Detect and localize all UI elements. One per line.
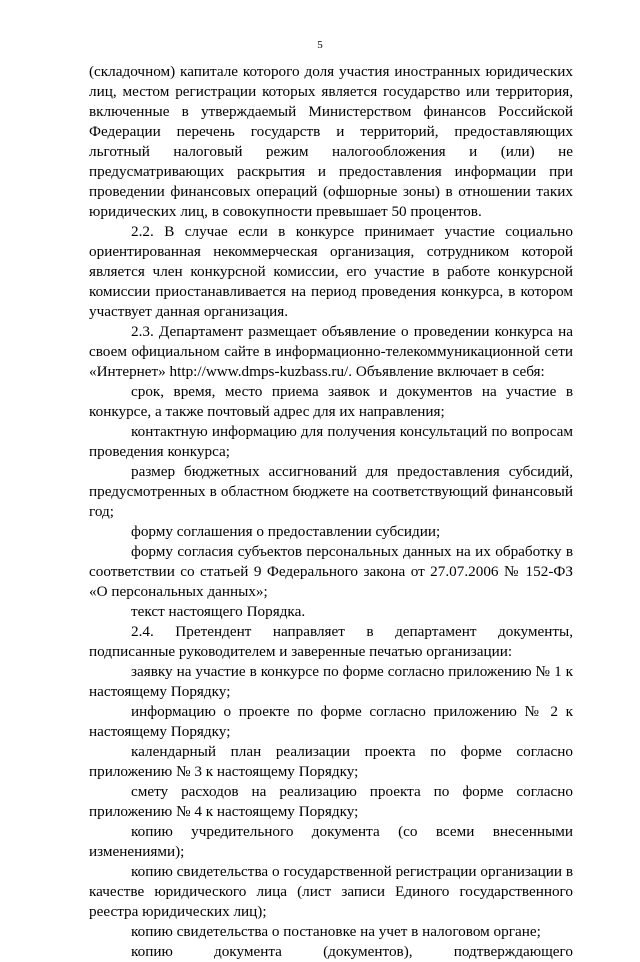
list-item-procedure-text: текст настоящего Порядка.	[131, 603, 306, 620]
paragraph-2-3: 2.3. Департамент размещает объявление о проведении конкурса на своем официальном сайте в информационно-телекоммуникационной сети «Интернет» http://www.dmps-kuzbass.ru/. Объявление включает в себя:	[89, 323, 573, 380]
list-item-charter-copy: копию учредительного документа (со всеми внесенными изменениями);	[89, 823, 573, 860]
paragraph-2-2: 2.2. В случае если в конкурсе принимает участие социально ориентированная некоммерческая организация, сотрудником которой является член конкурсной комиссии, его участие в работе конкурсной комиссии приостанавливается на период проведения конкурса, в котором участвует данная организация.	[89, 223, 573, 320]
paragraph-2-4: 2.4. Претендент направляет в департамент документы, подписанные руководителем и заверенные печатью организации:	[89, 623, 573, 660]
list-item-deadline: срок, время, место приема заявок и документов на участие в конкурсе, а также почтовый адрес для их направления;	[89, 383, 573, 420]
list-item-project-info: информацию о проекте по форме согласно приложению № 2 к настоящему Порядку;	[89, 703, 573, 740]
list-item-tax-registration: копию свидетельства о постановке на учет в налоговом органе;	[131, 923, 541, 940]
list-item-agreement-form: форму соглашения о предоставлении субсидии;	[131, 523, 441, 540]
page-number: 5	[317, 39, 323, 51]
list-item-consent-form: форму согласия субъектов персональных данных на их обработку в соответствии со статьей 9 Федерального закона от 27.07.2006 № 152-ФЗ «О персональных данных»;	[89, 543, 573, 600]
document-body	[89, 62, 573, 962]
list-item-application: заявку на участие в конкурсе по форме согласно приложению № 1 к настоящему Порядку;	[89, 663, 573, 700]
paragraph-continuation: (складочном) капитале которого доля участия иностранных юридических лиц, местом регистрации которых является государство или территория, включенные в утверждаемый Министерством финансов Российской Федерации перечень государств и территорий, предоставляющих льготный налоговый режим налогообложения и (или) не предусматривающих раскрытия и предоставления информации при проведении финансовых операций (офшорные зоны) в отношении таких юридических лиц, в совокупности превышает 50 процентов.	[89, 63, 573, 220]
list-item-calendar-plan: календарный план реализации проекта по форме согласно приложению № 3 к настоящему Порядку;	[89, 743, 573, 780]
list-item-document-copy: копию документа (документов), подтверждающего	[131, 943, 573, 960]
list-item-budget: размер бюджетных ассигнований для предоставления субсидий, предусмотренных в областном бюджете на соответствующий финансовый год;	[89, 463, 573, 520]
list-item-registration-certificate: копию свидетельства о государственной регистрации организации в качестве юридического лица (лист записи Единого государственного реестра юридических лиц);	[89, 863, 573, 920]
list-item-contacts: контактную информацию для получения консультаций по вопросам проведения конкурса;	[89, 423, 573, 460]
list-item-cost-estimate: смету расходов на реализацию проекта по форме согласно приложению № 4 к настоящему Порядку;	[89, 783, 573, 820]
